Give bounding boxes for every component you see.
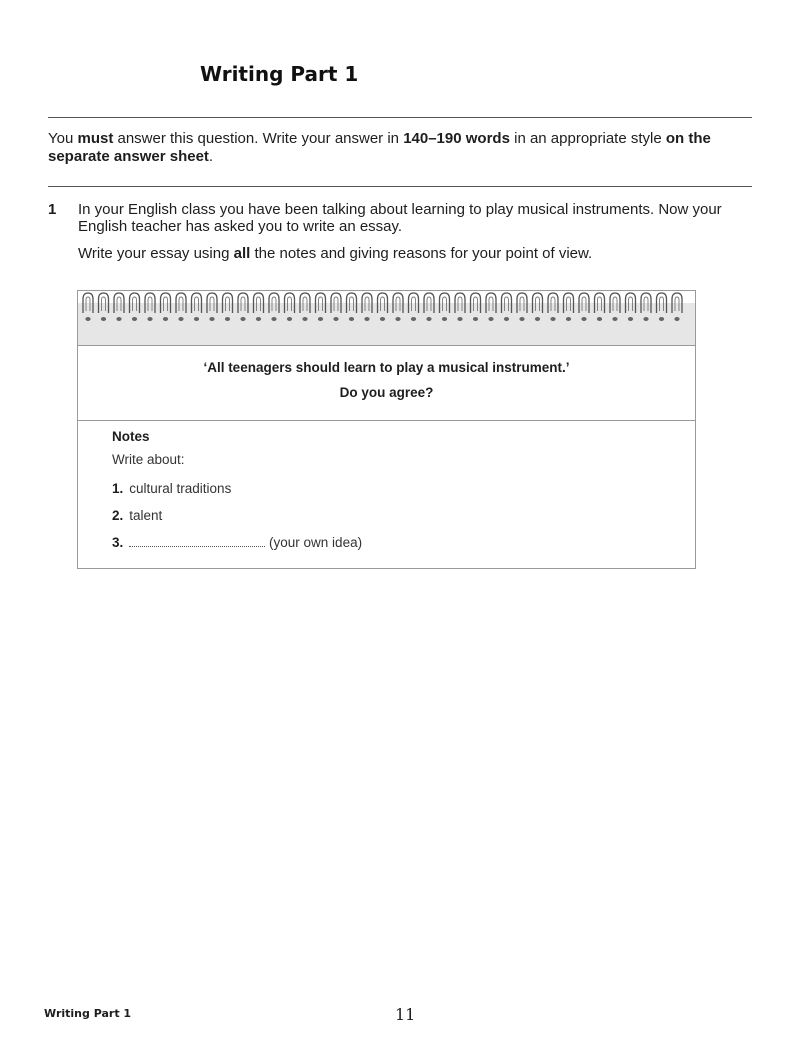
spiral-ring [657, 293, 667, 313]
spiral-ring [83, 293, 93, 313]
spiral-ring-inner [257, 297, 261, 311]
spiral-ring [161, 293, 171, 313]
instructions-text: answer this question. Write your answer in [113, 130, 404, 147]
spiral-hole [581, 317, 586, 321]
spiral-ring [440, 293, 450, 313]
spiral-ring [471, 293, 481, 313]
note-item [112, 535, 362, 550]
spiral-ring [502, 293, 512, 313]
spiral-hole [364, 317, 369, 321]
note-item [112, 481, 362, 496]
spiral-ring-inner [489, 297, 493, 311]
spiral-ring [564, 293, 574, 313]
spiral-hole [473, 317, 478, 321]
spiral-hole [535, 317, 540, 321]
spiral-ring [517, 293, 527, 313]
spiral-hole [132, 317, 137, 321]
spiral-ring [362, 293, 372, 313]
instructions-text: in an appropriate style [509, 130, 666, 147]
spiral-ring [145, 293, 155, 313]
spiral-ring-inner [241, 297, 245, 311]
spiral-ring-inner [350, 297, 354, 311]
spiral-ring [393, 293, 403, 313]
spiral-ring [579, 293, 589, 313]
note-item-number: 2. [112, 508, 124, 523]
spiral-ring-inner [474, 297, 478, 311]
page-title: Writing Part 1 [200, 62, 359, 86]
spiral-ring-inner [567, 297, 571, 311]
spiral-ring [130, 293, 140, 313]
spiral-hole [271, 317, 276, 321]
spiral-ring-inner [381, 297, 385, 311]
spiral-ring [300, 293, 310, 313]
spiral-hole [504, 317, 509, 321]
spiral-hole [225, 317, 230, 321]
spiral-ring-inner [660, 297, 664, 311]
spiral-ring-inner [443, 297, 447, 311]
spiral-ring-inner [334, 297, 338, 311]
spiral-hole [380, 317, 385, 321]
spiral-ring [595, 293, 605, 313]
instructions-text: You [48, 130, 78, 147]
spiral-ring-inner [210, 297, 214, 311]
spiral-ring-inner [288, 297, 292, 311]
spiral-ring-inner [195, 297, 199, 311]
spiral-hole [163, 317, 168, 321]
spiral-ring-inner [582, 297, 586, 311]
spiral-ring [238, 293, 248, 313]
notes-section [112, 429, 362, 562]
spiral-ring [269, 293, 279, 313]
spiral-hole [85, 317, 90, 321]
spiral-ring-inner [226, 297, 230, 311]
spiral-ring-inner [629, 297, 633, 311]
note-item-number: 1. [112, 481, 124, 496]
spiral-hole [426, 317, 431, 321]
spiral-ring [626, 293, 636, 313]
spiral-ring-inner [613, 297, 617, 311]
spiral-ring-inner [427, 297, 431, 311]
instructions-text: . [208, 148, 214, 165]
spiral-ring [533, 293, 543, 313]
spiral-hole [628, 317, 633, 321]
top-divider [48, 117, 752, 118]
word-count: 140–190 words [403, 130, 510, 147]
middle-divider [48, 186, 752, 187]
spiral-hole [395, 317, 400, 321]
spiral-hole [318, 317, 323, 321]
spiral-hole [411, 317, 416, 321]
notes-subheading: Write about: [112, 452, 185, 467]
spiral-ring [223, 293, 233, 313]
spiral-hole [101, 317, 106, 321]
spiral-hole [302, 317, 307, 321]
spiral-hole [519, 317, 524, 321]
spiral-ring-inner [644, 297, 648, 311]
footer-section-label: Writing Part 1 [44, 1007, 132, 1020]
instructions-emphasis: must [77, 130, 114, 147]
spiral-rings-icon [78, 291, 695, 331]
spiral-ring-inner [536, 297, 540, 311]
spiral-hole [597, 317, 602, 321]
question-text [78, 201, 748, 272]
spiral-hole [612, 317, 617, 321]
spiral-ring-inner [396, 297, 400, 311]
question-number: 1 [48, 201, 57, 218]
spiral-ring-inner [412, 297, 416, 311]
spiral-ring-inner [365, 297, 369, 311]
answer-sheet-note: on the separate answer sheet [48, 130, 711, 165]
spiral-ring [610, 293, 620, 313]
spiral-ring-inner [148, 297, 152, 311]
spiral-ring [548, 293, 558, 313]
spiral-ring-inner [319, 297, 323, 311]
spiral-binding [78, 303, 695, 346]
spiral-hole [240, 317, 245, 321]
spiral-hole [256, 317, 261, 321]
spiral-ring [455, 293, 465, 313]
spiral-ring-inner [505, 297, 509, 311]
spiral-hole [488, 317, 493, 321]
spiral-ring-inner [303, 297, 307, 311]
spiral-ring [114, 293, 124, 313]
spiral-ring-inner [551, 297, 555, 311]
spiral-ring [207, 293, 217, 313]
spiral-ring [192, 293, 202, 313]
note-item-text: (your own idea) [269, 535, 363, 550]
spiral-ring-inner [520, 297, 524, 311]
notes-heading: Notes [112, 429, 150, 444]
spiral-hole [566, 317, 571, 321]
spiral-hole [643, 317, 648, 321]
task-text: Write your essay using [78, 245, 234, 262]
question-task [78, 245, 748, 262]
essay-statement: ‘All teenagers should learn to play a musical instrument.’ [203, 360, 570, 375]
blank-line [129, 538, 265, 547]
spiral-hole [194, 317, 199, 321]
spiral-hole [659, 317, 664, 321]
spiral-hole [209, 317, 214, 321]
spiral-ring [316, 293, 326, 313]
spiral-ring [285, 293, 295, 313]
spiral-hole [674, 317, 679, 321]
spiral-ring [347, 293, 357, 313]
spiral-hole [178, 317, 183, 321]
spiral-ring [176, 293, 186, 313]
spiral-ring-inner [272, 297, 276, 311]
spiral-ring-inner [117, 297, 121, 311]
spiral-ring-inner [675, 297, 679, 311]
spiral-ring [641, 293, 651, 313]
spiral-hole [349, 317, 354, 321]
essay-prompt [78, 346, 695, 421]
spiral-ring [99, 293, 109, 313]
note-item [112, 508, 362, 523]
spiral-hole [147, 317, 152, 321]
page-number: 11 [395, 1005, 416, 1024]
spiral-ring-inner [133, 297, 137, 311]
spiral-ring [672, 293, 682, 313]
task-text: the notes and giving reasons for your point of view. [250, 245, 593, 262]
spiral-ring [378, 293, 388, 313]
notepad [77, 290, 696, 569]
spiral-ring [331, 293, 341, 313]
note-item-text: cultural traditions [129, 481, 232, 496]
spiral-hole [333, 317, 338, 321]
instructions [48, 130, 748, 166]
spiral-hole [116, 317, 121, 321]
task-emphasis: all [233, 245, 251, 262]
note-item-number: 3. [112, 535, 124, 550]
spiral-hole [457, 317, 462, 321]
note-item-text: talent [129, 508, 163, 523]
essay-question: Do you agree? [339, 385, 434, 400]
spiral-ring-inner [458, 297, 462, 311]
spiral-ring-inner [102, 297, 106, 311]
spiral-ring [254, 293, 264, 313]
spiral-hole [287, 317, 292, 321]
spiral-hole [442, 317, 447, 321]
spiral-ring [424, 293, 434, 313]
question-context: In your English class you have been talking about learning to play musical instruments. Now your English teacher has asked you to write an essay. [78, 201, 722, 235]
spiral-hole [550, 317, 555, 321]
spiral-ring [409, 293, 419, 313]
spiral-ring-inner [598, 297, 602, 311]
spiral-ring [486, 293, 496, 313]
spiral-ring-inner [164, 297, 168, 311]
spiral-ring-inner [86, 297, 90, 311]
spiral-ring-inner [179, 297, 183, 311]
